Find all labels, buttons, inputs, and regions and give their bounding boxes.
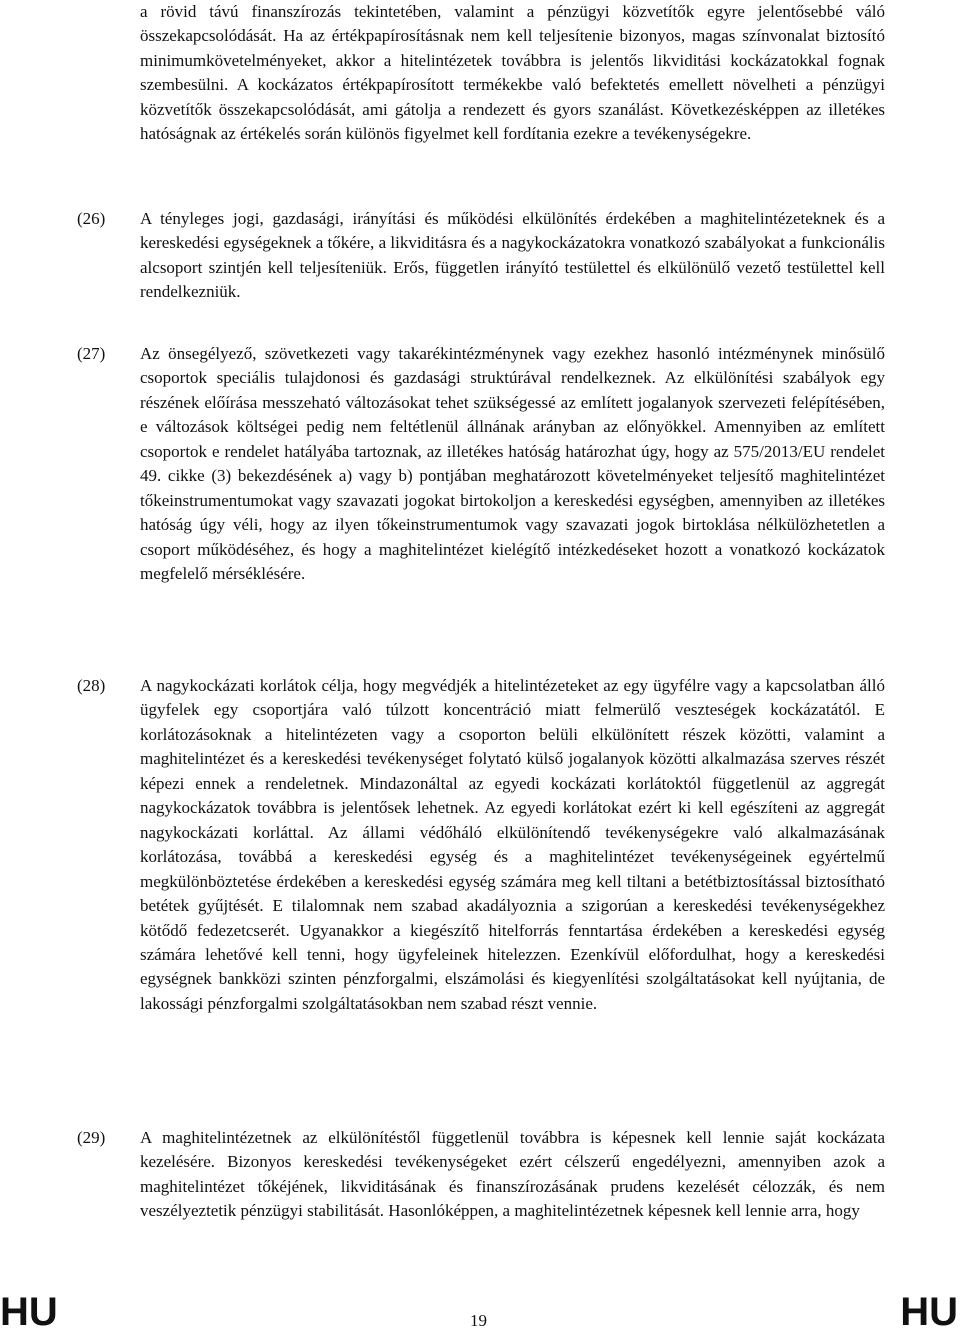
recital-number: (26) — [77, 209, 106, 228]
recital-text: A maghitelintézetnek az elkülönítéstől függetlenül továbbra is képesnek kell lennie saját kockázata kezelésére. Bizonyos kereskedési tevékenységeket ezért célszerű engedélyezni, amennyiben azok a maghitelintézet tőkéjének, likviditásának és finanszírozásának prudens kezelését célozzák, és nem veszélyeztetik pénzügyi stabilitását. Hasonlóképpen, a maghitelintézetnek képesnek kell lennie arra, hogy — [140, 1128, 885, 1221]
recital-text: A tényleges jogi, gazdasági, irányítási és működési elkülönítés érdekében a maghitelintézeteknek és a kereskedési egységeknek a tőkére, a likviditásra és a nagykockázatokra vonatkozó szabályokat a funkcionális alcsoport szintjén kell teljesíteniük. Erős, független irányító testülettel és elkülönülő vezető testülettel kell rendelkezniük. — [140, 209, 885, 302]
footer-language-code-right: HU — [900, 1290, 958, 1334]
recital-text: Az önsegélyező, szövetkezeti vagy takarékintézménynek vagy ezekhez hasonló intézménynek minősülő csoportok speciális tulajdonosi és gazdasági struktúrával rendelkeznek. Az elkülönítési szabályok egy részének előírása messzeható változásokat tehet szükségessé az említett jogalanyok szervezeti felépítésében, e változások költségei pedig nem feltétlenül állnának arányban az előnyökkel. Amennyiben az említett csoportok e rendelet hatályába tartoznak, az illetékes hatóság határozhat úgy, hogy az 575/2013/EU rendelet 49. cikke (3) bekezdésének a) vagy b) pontjában meghatározott követelményeket teljesítő maghitelintézet tőkeinstrumentumokat vagy szavazati jogokat birtokoljon a kereskedési egységben, amennyiben az illetékes hatóság úgy véli, hogy az ilyen tőkeinstrumentumok vagy szavazati jogok birtoklása nélkülözhetetlen a csoport működéséhez, és hogy a maghitelintézet kielégítő intézkedéseket hozott a vonatkozó kockázatok megfelelő mérséklésére. — [140, 344, 885, 584]
recital-number: (27) — [77, 344, 106, 363]
recital-number: (28) — [77, 676, 106, 695]
recital-number: (29) — [77, 1128, 106, 1147]
recital-text: A nagykockázati korlátok célja, hogy megvédjék a hitelintézeteket az egy ügyfélre vagy a kapcsolatban álló ügyfelek egy csoportjára való túlzott koncentráció miatt felmerülő veszteségek kockázatától. E korlátozásoknak a hitelintézeten vagy a csoporton belüli elkülönített részek közötti, valamint a maghitelintézet és a kereskedési tevékenységet folytató külső jogalanyok közötti alkalmazása szerves részét képezi ennek a rendeletnek. Mindazonáltal az egyedi kockázati korlátoktól függetlenül az aggregát nagykockázatok továbbra is jelentősek lehetnek. Az egyedi korlátokat ezért ki kell egészíteni az aggregát nagykockázati korláttal. Az állami védőháló elkülönítendő tevékenységekre való alkalmazásának korlátozása, továbbá a kereskedési egység és a maghitelintézet tevékenységeinek egyértelmű megkülönböztetése érdekében a kereskedési egység számára meg kell tiltani a betétbiztosítással biztosítható betétek gyűjtését. E tilalomnak nem szabad akadályoznia a szigorúan a kereskedési tevékenységekhez kötődő fedezetcserét. Ugyanakkor a kiegészítő hitelforrás fenntartása érdekében a kereskedési egység számára lehetővé kell tenni, hogy ügyfeleinek hitelezzen. Ezenkívül előfordulhat, hogy a kereskedési egységnek bankközi szinten pénzforgalmi, elszámolási és kiegyenlítési szolgáltatásokat kell nyújtania, de lakossági pénzforgalmi szolgáltatásokban nem szabad részt vennie. — [140, 676, 885, 1013]
intro-paragraph: a rövid távú finanszírozás tekintetében, valamint a pénzügyi közvetítők egyre jelentősebbé váló összekapcsolódását. Ha az értékpapírosításnak nem kell teljesítenie bizonyos, magas színvonalat biztosító minimumkövetelményeket, akkor a hitelintézetek továbbra is jelentős likviditási kockázatokkal fognak szembesülni. A kockázatos értékpapírosított termékekbe való befektetés emellett növelheti a pénzügyi közvetítők összekapcsolódását, ami gátolja a rendezett és gyors szanálást. Következésképpen az illetékes hatóságnak az értékelés során különös figyelmet kell fordítania ezekre a tevékenységekre. — [140, 2, 885, 144]
footer-language-code-left: HU — [0, 1290, 58, 1334]
page-number: 19 — [470, 1311, 487, 1330]
